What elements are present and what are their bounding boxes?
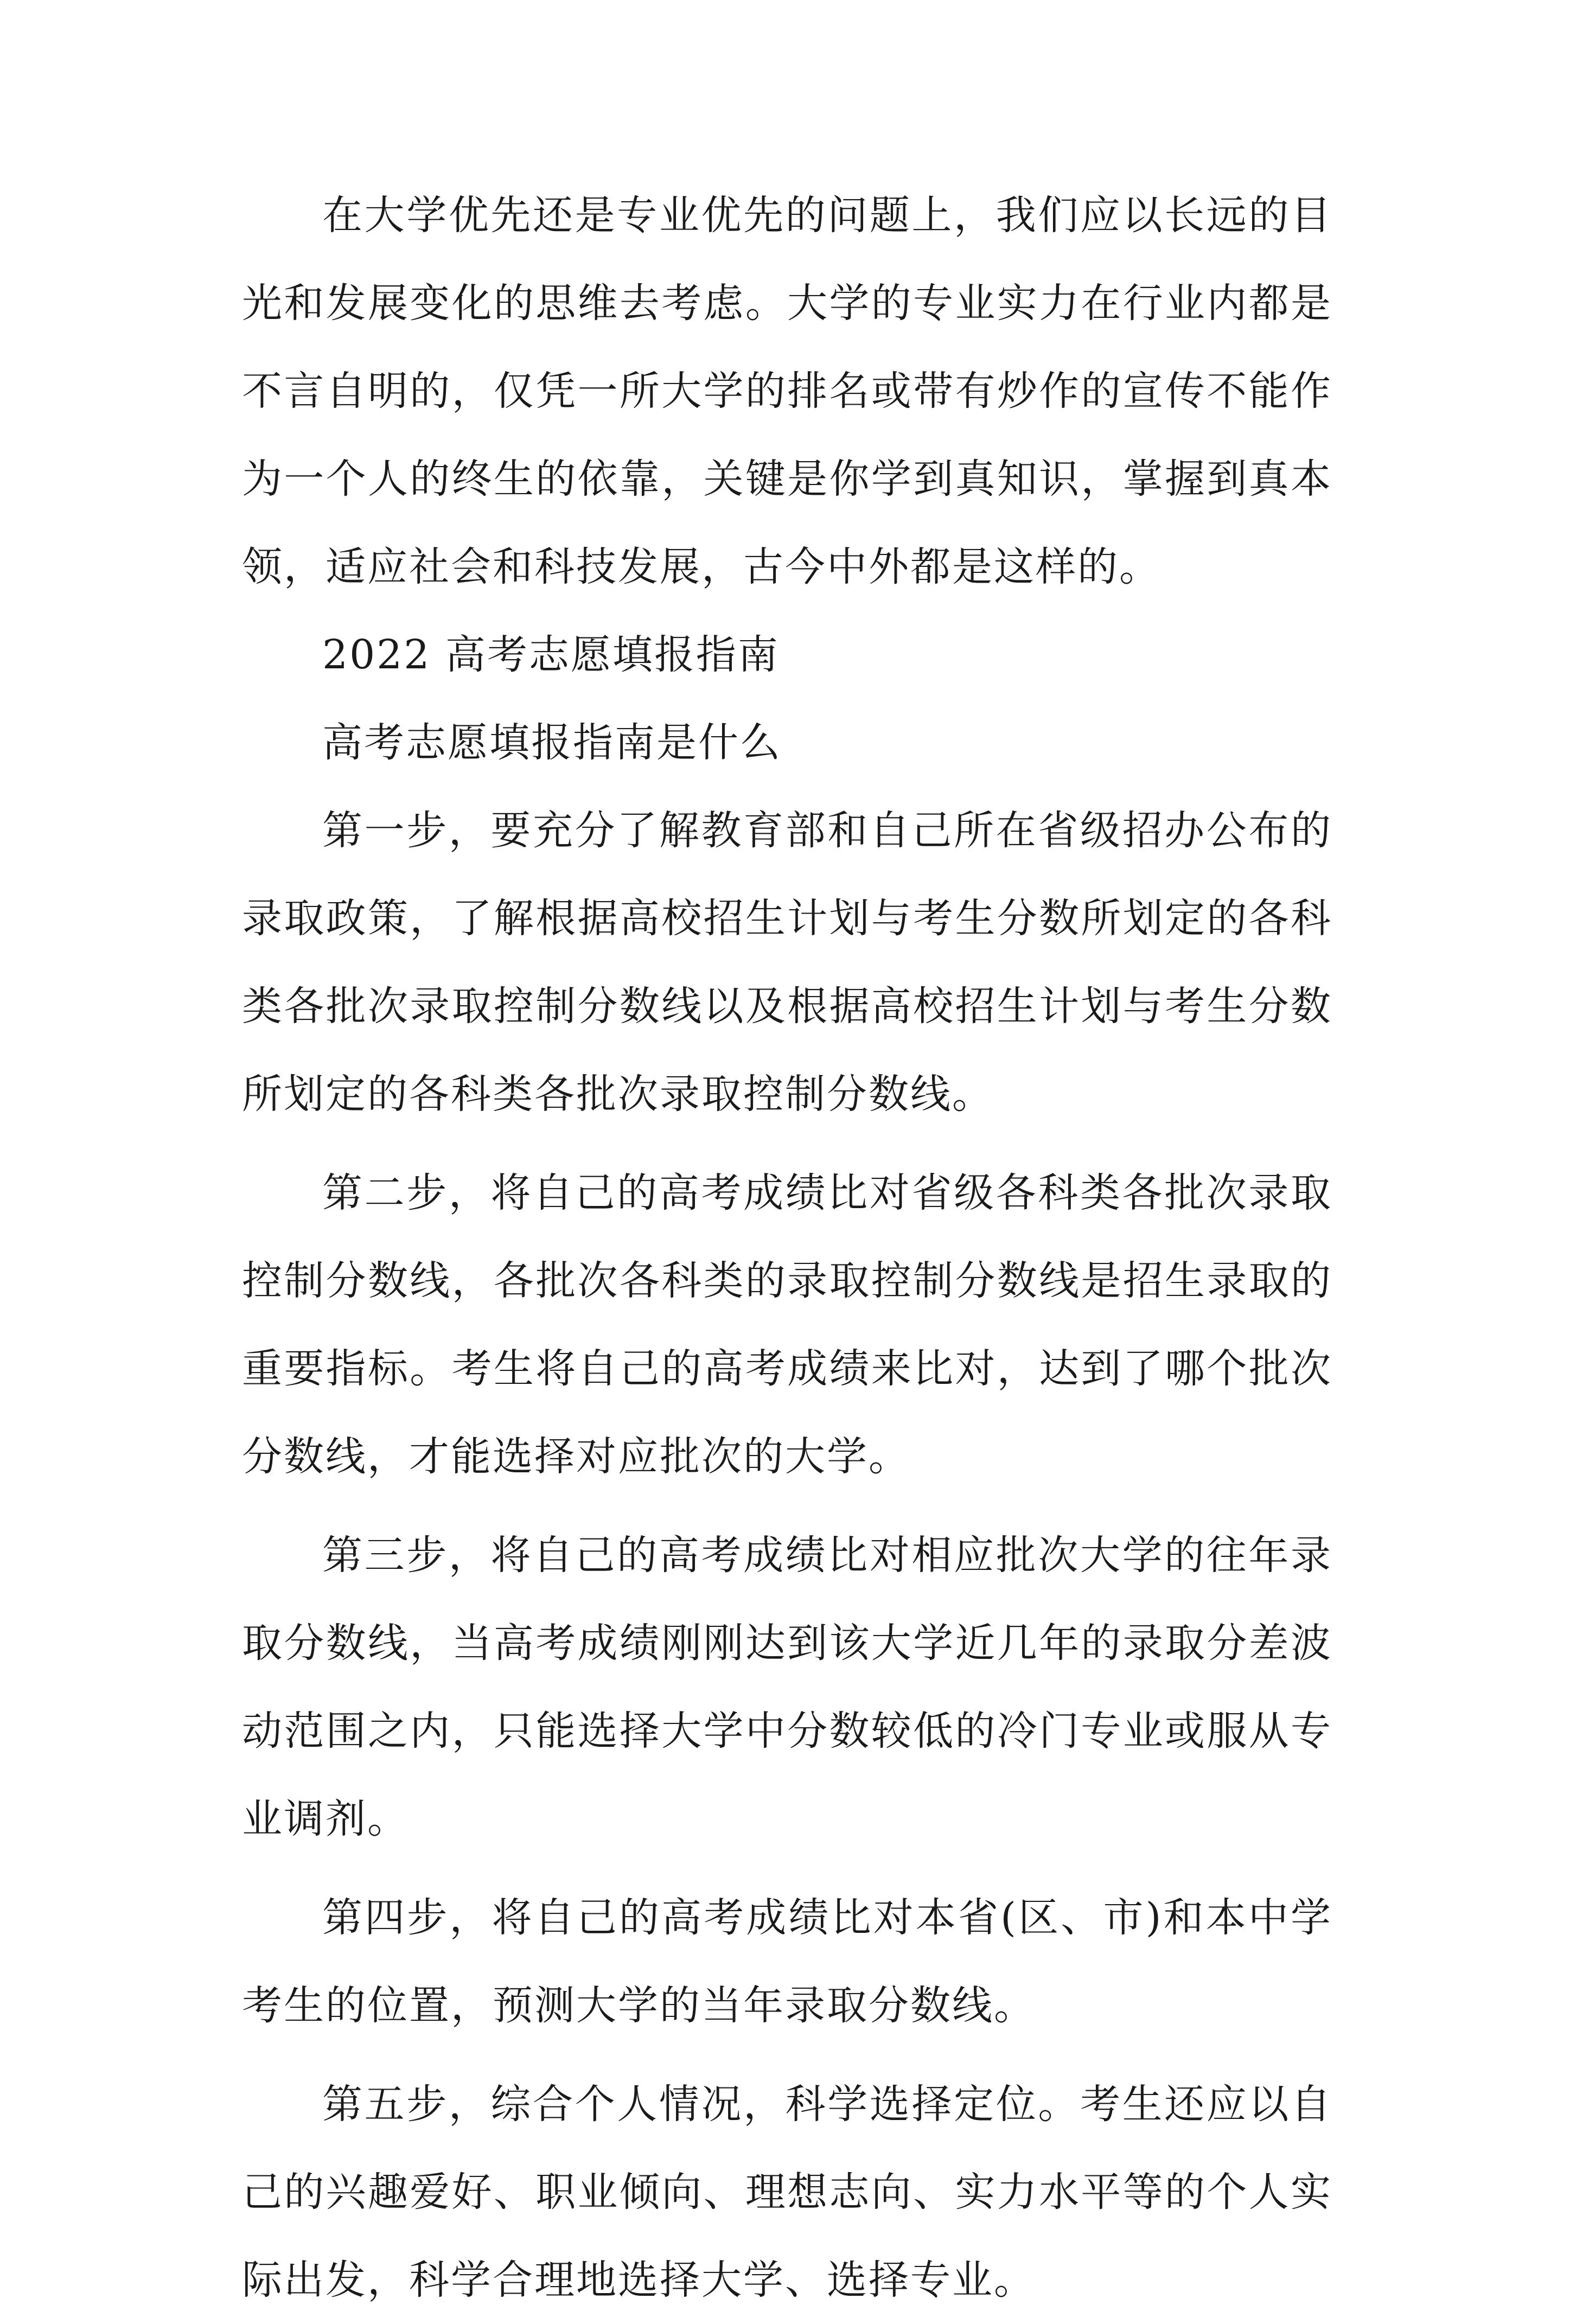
paragraph-step-2: 第二步，将自己的高考成绩比对省级各科类各批次录取控制分数线，各批次各科类的录取控制分数线是招生录取的重要指标。考生将自己的高考成绩来比对，达到了哪个批次分数线，才能选择对应批次的大学。 [242,1170,1332,1480]
guide-heading: 2022 高考志愿填报指南 [322,631,780,678]
paragraph-intro: 在大学优先还是专业优先的问题上，我们应以长远的目光和发展变化的思维去考虑。大学的专业实力在行业内都是不言自明的，仅凭一所大学的排名或带有炒作的宣传不能作为一个人的终生的依靠，关键是你学到真知识，掌握到真本领，适应社会和科技发展，古今中外都是这样的。 [242,192,1332,590]
paragraph-step-1: 第一步，要充分了解教育部和自己所在省级招办公布的录取政策，了解根据高校招生计划与考生分数所划定的各科类各批次录取控制分数线以及根据高校招生计划与考生分数所划定的各科类各批次录取控制分数线。 [242,807,1332,1118]
paragraph-step-3: 第三步，将自己的高考成绩比对相应批次大学的往年录取分数线，当高考成绩刚刚达到该大学近几年的录取分差波动范围之内，只能选择大学中分数较低的冷门专业或服从专业调剂。 [242,1532,1332,1842]
guide-subheading: 高考志愿填报指南是什么 [322,719,782,766]
paragraph-step-5: 第五步，综合个人情况，科学选择定位。考生还应以自己的兴趣爱好、职业倾向、理想志向、实力水平等的个人实际出发，科学合理地选择大学、选择专业。 [242,2081,1332,2303]
document-body [242,171,1332,2324]
paragraph-step-4: 第四步，将自己的高考成绩比对本省(区、市)和本中学考生的位置，预测大学的当年录取分数线。 [242,1894,1332,2029]
